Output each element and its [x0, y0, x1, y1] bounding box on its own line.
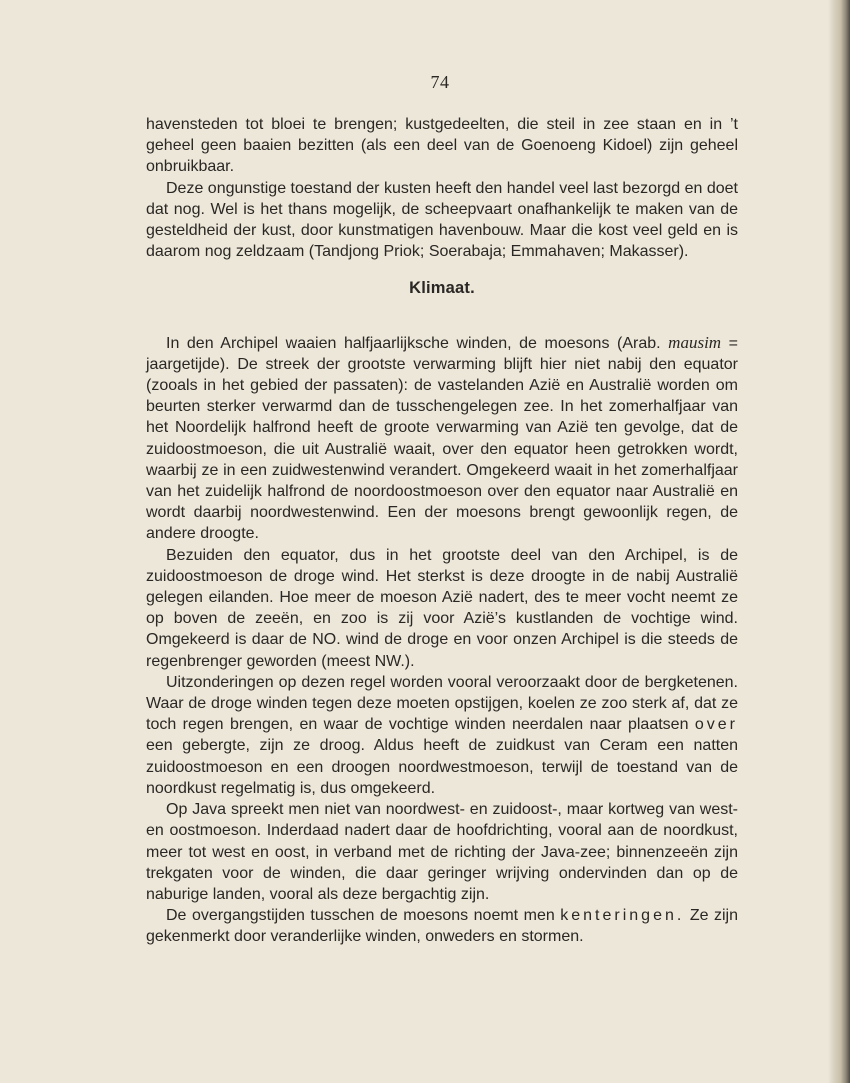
paragraph-7-rest: Ze zijn gekenmerkt door veranderlijke winden, onweders en stormen. — [146, 907, 738, 946]
paragraph-7-start: De overgangstijden tusschen de moesons noemt men — [166, 907, 555, 925]
spaced-word-over: over — [694, 716, 738, 734]
paragraph-3 — [146, 332, 738, 545]
page-number: 74 — [430, 72, 450, 92]
paragraph-5-start: Uitzonderingen op dezen regel worden vooral veroorzaakt door de bergketenen. Waar de droge winden tegen deze moeten opstijgen, koelen ze zoo sterk af, dat ze toch regen brengen, en waar de vochtige winden neerdalen naar plaatsen — [146, 673, 738, 734]
paragraph-5 — [146, 672, 738, 799]
paragraph-3-rest: = jaargetijde). De streek der grootste verwarming blijft hier niet nabij den equator (zooals in het gebied der passaten): de vastelanden Azië en Australië worden om beurten sterker verwarmd dan de tusschengelegen zee. In het zomerhalfjaar van het Noordelijk halfrond heeft de groote verwarming van Azië ten gevolge, dat de zuidoostmoeson, die uit Australië waait, over den equator heen getrokken wordt, waarbij ze in een zuidwestenwind verandert. Omgekeerd waait in het zomerhalfjaar van het zuidelijk halfrond de noordoostmoeson over den equator naar Australië en wordt daarbij noordwestenwind. Een der moesons brengt gewoonlijk regen, de andere droogte. — [146, 334, 738, 543]
spaced-word-kenteringen: kenteringen. — [560, 907, 685, 925]
body-text — [146, 114, 738, 948]
italic-term: mausim — [668, 332, 722, 352]
paragraph-5-rest: een gebergte, zijn ze droog. Aldus heeft de zuidkust van Ceram een natten zuidoostmoeson en een droogen noordwestmoeson, terwijl de toestand van de noordkust regelmatig is, dus omgekeerd. — [146, 737, 738, 797]
paragraph-4: Bezuiden den equator, dus in het grootste deel van den Archipel, is de zuidoostmoeson de droge wind. Het sterkst is deze droogte in de nabij Australië gelegen eilanden. Hoe meer de moeson Azië nadert, des te meer vocht neemt ze op boven de zeeën, en zoo is zij voor Azië’s kustlanden de vochtige wind. Omgekeerd is daar de NO. wind de droge en voor onzen Archipel is die steeds de regenbrenger geworden (meest NW.). — [146, 546, 738, 670]
paragraph-3-start: In den Archipel waaien halfjaarlijksche winden, de moesons (Arab. — [166, 334, 661, 352]
paragraph-7 — [146, 905, 738, 947]
section-heading: Klimaat. — [409, 279, 475, 298]
page-edge — [834, 0, 850, 1083]
paragraph-1: havensteden tot bloei te brengen; kustgedeelten, die steil in zee staan en in ’t geheel geen baaien bezitten (als een deel van de Goenoeng Kidoel) zijn geheel onbruikbaar. — [146, 116, 738, 176]
paragraph-2: Deze ongunstige toestand der kusten heeft den handel veel last bezorgd en doet dat nog. Wel is het thans mogelijk, de scheepvaart onafhankelijk te maken van de gesteldheid der kust, door kunstmatigen havenbouw. Maar die kost veel geld en is daarom nog zeldzaam (Tandjong Priok; Soerabaja; Emmahaven; Makasser). — [146, 179, 738, 261]
paragraph-6: Op Java spreekt men niet van noordwest- en zuidoost-, maar kortweg van west- en oostmoeson. Inderdaad nadert daar de hoofdrichting, vooral aan de noordkust, meer tot west en oost, in verband met de richting der Java-zee; binnenzeeën zijn trekgaten voor de winden, die daar geringer wrijving ondervinden dan op de naburige landen, vooral als deze bergachtig zijn. — [146, 801, 738, 903]
